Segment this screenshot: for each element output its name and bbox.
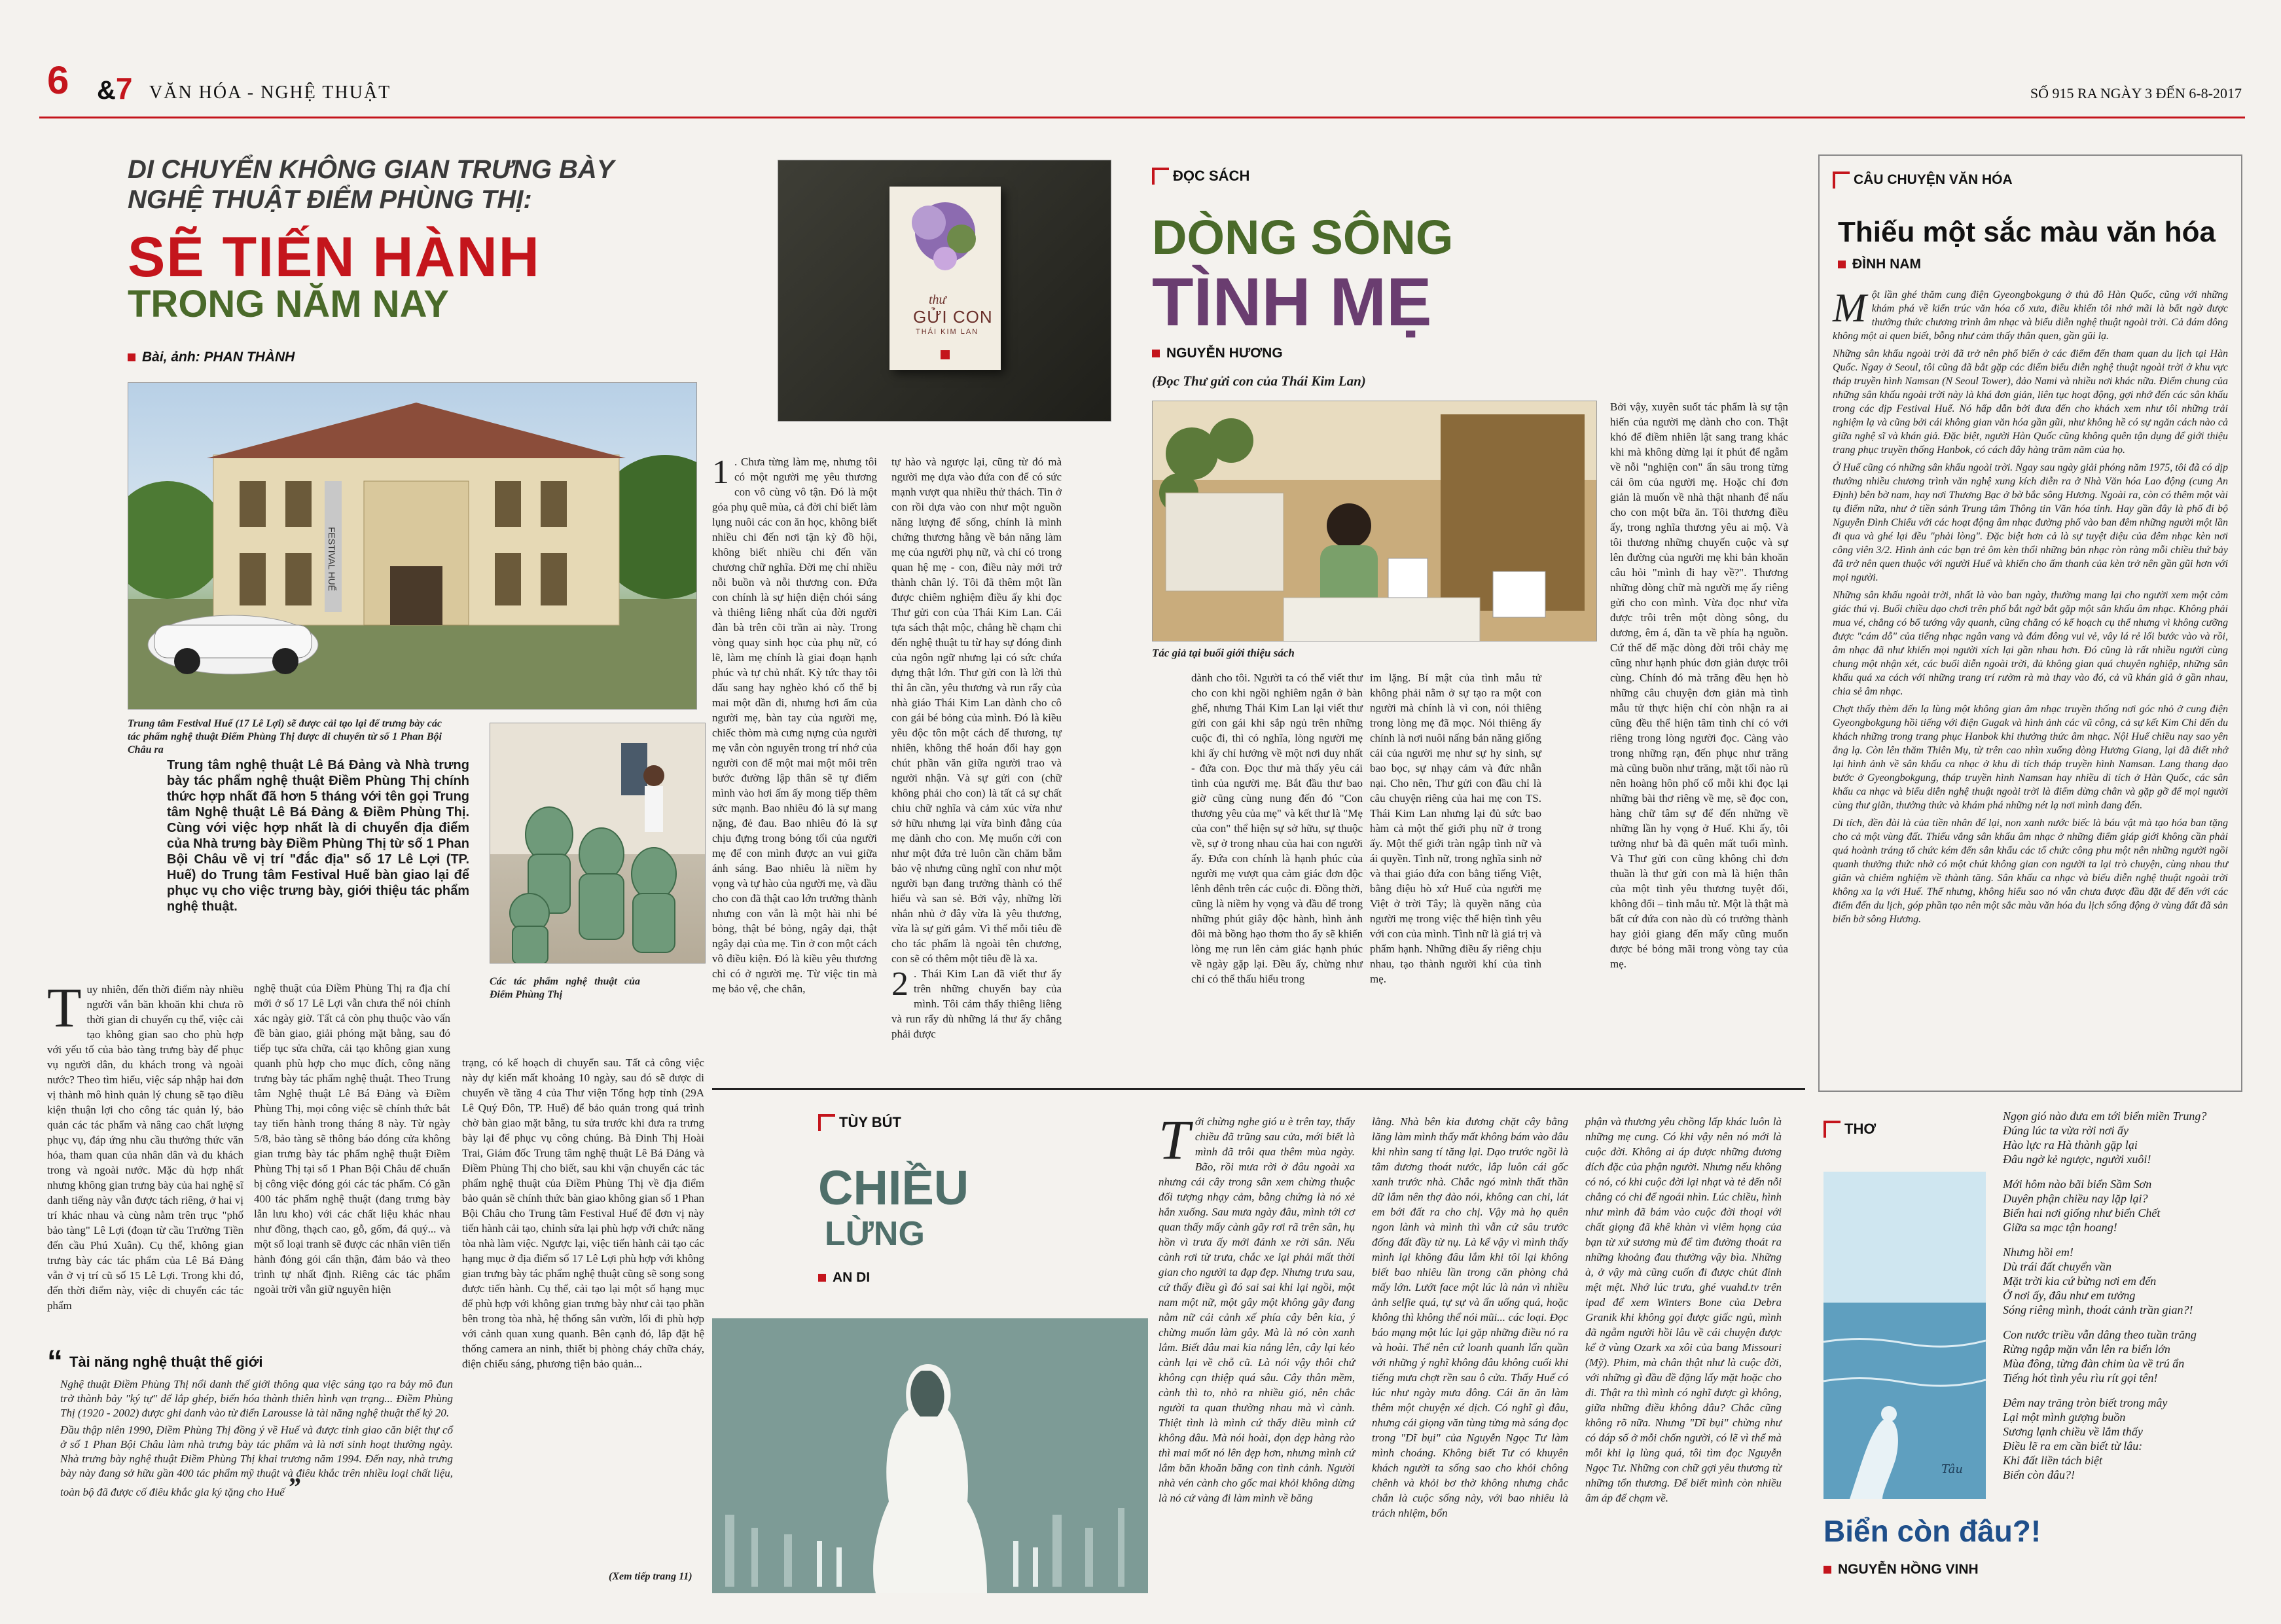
a1-box-p2 bbox=[47, 1423, 453, 1500]
a2-num-1: 1 bbox=[712, 454, 729, 491]
a5-section-label: THƠ bbox=[1844, 1121, 1877, 1137]
poem-line: Khi đất liền tách biệt bbox=[2003, 1454, 2102, 1467]
header-rule bbox=[39, 117, 2245, 118]
a3-byline-text: ĐÌNH NAM bbox=[1852, 257, 1921, 272]
a1-kicker bbox=[128, 154, 664, 215]
a3-p4: Những sân khấu ngoài trời, nhất là vào ban ngày, thường mang lại cho người xem một cảm giác thú vị. Buổi chiều dạo chơi trên phố bắt ngờ bắt gặp một sân khấu âm nhạc. Không phải mua vé, chẳng có bố tướng vây quanh, cũng chẳng có kế hoạch cụ thể nhưng vì không cưỡng được "cám dỗ" của tiếng nhạc ngân vang và đám đông vui vẻ, vây lá rẻ lối bước vào và rồi, âm nhạc đã như khiến mọi người xích lại gần nhau hơn. Đó cũng là rất nhiều người cùng chung một nhận xét, các buổi diễn ngoài trời, đủ không gian quá chuyên nghiệp, những sân khấu quá xa cách với những trang trí rườm rà mà thay vào đó, cả vũ khán giả ở gần nhau, chia sẻ âm nhạc. bbox=[1833, 590, 2228, 697]
section-mark-icon-a3 bbox=[1833, 171, 1850, 189]
a1-photo-caption: Trung tâm Festival Huế (17 Lê Lợi) sẽ được cải tạo lại để trưng bày các tác phẩm nghệ thuật Điểm Phùng Thị được di chuyển từ số 1 Phan Bội Châu ra bbox=[128, 718, 442, 755]
poem-line: Rừng ngập mặn vẫn lên ra biển lớn bbox=[2003, 1343, 2170, 1356]
a2-title-line1: DÒNG SÔNG bbox=[1152, 210, 1454, 264]
page-number-7: 7 bbox=[115, 71, 133, 105]
a2-col2b-text: . Thái Kim Lan đã viết thư ấy trên những chuyến bay của mình. Tôi cảm thấy thiêng liêng và run rẩy dù những lá thư ấy chẳng phải được bbox=[891, 967, 1062, 1040]
a4-title-line1: CHIỀU bbox=[818, 1161, 969, 1215]
ampersand: & bbox=[97, 76, 116, 105]
poem-line: Biển còn đâu?! bbox=[2003, 1468, 2075, 1481]
a4-section bbox=[818, 1114, 901, 1131]
a4-byline bbox=[818, 1270, 870, 1286]
a1-kicker-line1: DI CHUYỂN KHÔNG GIAN TRƯNG BÀY bbox=[128, 155, 615, 184]
sculpture-photo bbox=[490, 723, 706, 964]
a2-byline bbox=[1152, 346, 1283, 361]
festival-hue-photo bbox=[128, 382, 697, 710]
a3-title: Thiếu một sắc màu văn hóa bbox=[1838, 216, 2216, 248]
poem-line: Mặt trời kia cứ bừng nơi em đến bbox=[2003, 1274, 2157, 1288]
a4-dropcap: T bbox=[1158, 1108, 1190, 1171]
a3-byline bbox=[1838, 257, 1921, 272]
a5-section bbox=[1823, 1121, 1876, 1138]
section-mark-icon bbox=[1152, 168, 1169, 185]
a3-p2: Những sân khấu ngoài trời đã trở nên phổ biến ở các điểm đến tham quan du lịch tại Hàn Quốc. Ngay ở Seoul, tôi cũng đã bắt gặp các điểm biểu diễn nghệ thuật ngoài trời ở khu vực tháp truyền hình Namsan (N Seoul Tower), đảo Nami và nhiều nơi khác nữa. Điểm chung của những sân khấu ngoài trời này là khá đơn giản, liên tục hoạt động, gợi nhớ đến các sân khấu trong các dịp Festival Huế. Nó hấp dẫn bởi đưa đến cho khách xem như tôi những trải nghiệm lạ và cũng bởi cái không gian văn hóa gần gũi, như không hề có sự ngăn cách nào cả giữa nghệ sĩ và khán giả. Đặc biệt, người Hàn Quốc cũng không quên tận dụng để giới thiệu trang phục truyền thống Hanbok, có cách đây hàng trăm năm của họ. bbox=[1833, 348, 2228, 456]
a2-col1-text: . Chưa từng làm mẹ, nhưng tôi có một người mẹ yêu thương con vô cùng vô tận. Đó là một góa phụ quê mùa, cả đời chỉ biết làm lụng nuôi các con ăn học, không biết nhiều chi đến nơi tận kỳ đồ hội, không biết nhiều chi đến văn chương chữ nghĩa. Đời mẹ chỉ nhiều nỗi buồn và nỗi thương con. Đứa con chính là sự hiện diện chói sáng và thiêng liêng nhất của đời người đàn bà trên cõi trần ai này. Trong vòng quay sinh học của phụ nữ, có lẽ, làm mẹ chính là giai đoạn hạnh phúc và tự chủ nhất. Kỳ tức thay tôi dấu sang hay nghèo khó cố thể bị mai một dần đi, nhưng hơi ấm của người mẹ, bàn tay của người mẹ, chiếc thòm mà cưng nựng của người mẹ vẫn còn nguyên trong trí nhớ của người con để một mai một môi trên bước đường lập thân sẽ tự điểm mình vào hơi ấm ấy mong tiếp thêm sức mạnh. Bao nhiêu đó là sự mang nặng, đẻ đau. Bao nhiêu đó là sự chịu đựng trong bóng tối của người mẹ để con mình được an vui giữa ánh sáng. Bao nhiêu là niềm hy vọng và tự hào của người mẹ, và dầu cho con đã thật cao lớn trưởng thành nhưng con vẫn là một hài nhi bé bỏng, thật bé bỏng, ngây dại, thật ngây dại của mẹ. Tin ở con một cách vô điều kiện. Đó là kiều yêu thương chỉ có ở người mẹ. Từ việc tin mà mẹ bảo vệ, che chắn, bbox=[712, 456, 877, 995]
a1-col2: nghệ thuật của Điềm Phùng Thị ra địa chỉ mới ở số 17 Lê Lợi vẫn chưa thể nói chính xác ngày giờ. Tất cả còn phụ thuộc vào vấn đề bàn giao, giải phóng mặt bằng, sau đó tiếp tục sửa chữa, cải tạo không gian xung quanh phù hợp cho mục đích, công năng trưng bày tác phẩm nghệ thuật. Theo Trung tâm Nghệ thuật Lê Bá Đảng và Điềm Phùng Thị, mọi công việc sẽ chính thức bắt tay tiến hành trong tháng 8 này. Từ ngày 5/8, bảo tàng sẽ thông báo đóng cửa không gian trưng bày tác phẩm nghệ thuật Điềm Phùng Thị tại số 1 Phan Bội Châu để chuẩn bị công việc đóng gói các tác phẩm. Có gần 400 tác phẩm nghệ thuật (đang trưng bày lẫn lưu kho) với các chất liệu khác nhau như đồng, thạch cao, gỗ, gốm, đá quý... và một số loại tranh sẽ được các nhân viên tiến hành đóng gói cẩn thận, đảm bảo và theo trình tự nhất định. Riêng các tác phẩm ngoài trời vẫn giữ nguyên hiện bbox=[254, 982, 450, 1295]
a2-title bbox=[1152, 208, 1453, 338]
a2-photo-caption: Tác giả tại buổi giới thiệu sách bbox=[1152, 647, 1295, 659]
section-mark-icon-a4 bbox=[818, 1114, 835, 1131]
sea-illustration bbox=[1823, 1172, 1986, 1499]
author-at-event bbox=[1153, 401, 1597, 641]
a2-title-line2: TÌNH MẸ bbox=[1152, 264, 1432, 340]
poem-line: Duyên phận chiều nay lặp lại? bbox=[2003, 1192, 2148, 1205]
quote-open-icon: “ bbox=[47, 1344, 63, 1379]
poem-line: Ở nơi ấy, đâu như em tưởng bbox=[2003, 1289, 2136, 1302]
a5-byline bbox=[1823, 1562, 1979, 1578]
a4-section-label: TÙY BÚT bbox=[839, 1114, 901, 1130]
a4-rule bbox=[712, 1088, 1805, 1090]
a1-byline-bullet bbox=[128, 353, 135, 361]
poem-line: Sương lạnh chiều về lắm thấy bbox=[2003, 1425, 2143, 1438]
poem-line: Ngọn gió nào đưa em tới biển miền Trung? bbox=[2003, 1110, 2207, 1123]
page-number-amp bbox=[97, 71, 132, 106]
green-sculptures bbox=[490, 723, 706, 964]
a1-sidebar-box bbox=[47, 1344, 453, 1502]
a3-p3: Ở Huế cũng có những sân khấu ngoài trời. Ngay sau ngày giải phóng năm 1975, tôi đã có dịp thưởng nhiều chương trình văn nghệ xung kích diễn ra ở Nhà Văn hóa Lao động (cung An Định) bên bờ nam, hay nơi Thương Bạc ở bờ bắc sông Hương. Ngoài ra, còn có thêm một vài tụ điểm nữa, như ở tiền sảnh Trung tâm Thông tin Văn hóa tỉnh. Hay gần đây là phố đi bộ Nguyễn Đình Chiểu với các hoạt động âm nhạc đường phố vào ban đêm những người một lần đi qua và ghé lại đều "phải lòng". Đặc biệt hơn cả là sự tuyệt diệu của đêm nhạc kèn nơi công viên 3/2. Hình ảnh các bạn trẻ ôm kèn thổi những bản nhạc ròn ràng mỗi chiều thứ bảy đã trở nên quen thuộc với người Huế và khiến cho ấm thanh của kèn trở nên gần gũi hơn với mọi người. bbox=[1833, 462, 2228, 583]
a3-p1 bbox=[1833, 288, 2228, 343]
a1-col3: trạng, có kế hoạch di chuyển sau. Tất cả công việc này dự kiến mất khoảng 10 ngày, sau đó sẽ được di chuyển về tầng 4 của Thư viện Tổng hợp tỉnh (29A Lê Quý Đôn, TP. Huế) để bảo quản trong quá trình chờ bàn giao mặt bằng, tu sửa trước khi đưa ra trưng bày lại để phục vụ công chúng. Bà Đinh Thị Hoài Trai, Giám đốc Trung tâm nghệ thuật Lê Bá Đảng và Điềm Phùng Thị cho biết, sau khi vận chuyển các tác phẩm nghệ thuật của Điềm Phùng Thị về địa điểm bảo quản sẽ chính thức bàn giao không gian số 1 Phan Bội Châu cho Trung tâm Festival Huế để đơn vị này tiến hành cải tạo, chỉnh sửa lại phù hợp với chức năng tòa nhà làm việc. Ngược lại, việc tiến hành cải tạo các hạng mục ở địa điểm số 17 Lê Lợi phù hợp với không gian trưng bày tác phẩm nghệ thuật cũng sẽ song song được tiến hành. Cụ thể, cải tạo lại một số hạng mục để phù hợp với không gian trưng bày như cải tạo phần bên trong tòa nhà, hệ thống sân vườn, lối đi phù hợp với cảnh quan xung quanh. Bên cạnh đó, lắp đặt hệ thống camera an ninh, thiết bị phòng cháy chữa cháy, điện chiếu sáng, phương tiện bảo quản... bbox=[462, 1056, 704, 1370]
a1-col1-text: uy nhiên, đến thời điểm này nhiều người vẫn băn khoăn khi chưa rõ thời gian di chuyển cụ thể, việc cải tạo không gian sao cho phù hợp với yếu tố của bảo tàng trưng bày để phục vụ người dân, du khách trong và ngoài nước? Theo tìm hiểu, việc sáp nhập hai đơn vị thành mô hình quản lý chung sẽ tạo điều kiện thuận lợi cho công tác quản lý, bảo quản các tác phẩm và nâng cao chất lượng phục vụ, đáp ứng nhu cầu thưởng thức văn hóa, tham quan của nhân dân và du khách trong và ngoài nước. Mặc dù hợp nhất nhưng không gian trưng bày của hai nghệ sĩ danh tiếng này vẫn được tách riêng, ở hai vị trí khác nhau và cùng nằm trên trục "phố bảo tàng" Lê Lợi (đoạn từ cầu Trường Tiền đến cầu Phú Xuân). Cụ thể, không gian trưng bày các tác phẩm của Lê Bá Đảng vẫn ở vị trí cũ số 15 Lê Lợi. Trong khi đó, đến thời điểm này, việc di chuyển các tác phẩm bbox=[47, 983, 243, 1312]
a5-stanza-5 bbox=[2003, 1396, 2252, 1482]
poem-line: Điều lẽ ra em cần biết từ lâu: bbox=[2003, 1439, 2143, 1453]
book-flower-illustration bbox=[889, 187, 1001, 291]
section-mark-icon-a5 bbox=[1823, 1121, 1841, 1138]
a4-col2: lằng. Nhà bên kia đương chặt cây bằng lăng làm mình thấy mất không bám vào đâu khi nhìn sang tí tăng lại. Dạo trước ngồi là tâm đương thoát nước, lắp luôn cái gốc xanh trước nhà. Chắc ngó mình thất thần dữ lắm nên thợ đào nói, không can chi, lát em bới đất ra cho chị. Vậy mà họ quên ngon lành và mình thì vẫn cứ sâu trước đống đất đầy từ nụ. Là kể vậy vì mình thấy mình lại không đâu lắm khi tôi lại không biết bao nhiêu lần trong căn phòng chả mấy lớn. Lướt face một lúc là nản vì nhiều ảnh selfie quá, tự sự và ẩn uống quá, hoặc không thì không thể nói mũi... các loại. Đọc báo mạng một lúc lại gặp những điều nó ra và hoài. Thể nên cứ loanh quanh lẩn quần với những ý nghĩ không đâu không cuối khi tiếng mưa chợt rền sau ô cửa. Thấy Huế có lúc như ngày mưa đông. Cái ăn ăn làm thêm một chuyện xé dịch. Có nghĩ gì đâu, nhưng cái giọng văn tùng tửng mà sáng đọc trong "Dĩ bụi" của Nguyễn Ngọc Tư làm mình choáng. Không biết Tư có khuyên khách người ta sống sao cho khỏi chông chênh và khỏi bơ thờ không nhưng chắc chắn là cuộc sống này, với bao nhiêu là trách nhiệm, bổn bbox=[1372, 1115, 1568, 1519]
a3-p1-text: ột lần ghé thăm cung điện Gyeongbokgung ở thủ đô Hàn Quốc, cũng với những khám phá về kiến trúc văn hóa cổ xưa, điều khiến tôi nhớ mãi là bất ngờ được thưởng thức chương trình âm nhạc và biểu diễn nghệ thuật ngoài trời. Cả đám đông không một ai quen biết, bỗng như cảm thấy thân quen, gần gũi lạ. bbox=[1833, 289, 2228, 342]
a2-col2-text: tự hào và ngược lại, cũng từ đó mà người mẹ dựa vào đứa con để có sức mạnh vượt qua nhiều thử thách. Tin ở con rồi dựa vào con như một nguồn năng lượng để sống, chính là mình chứng thương hằng về bản năng làm mẹ của người phụ nữ, và chỉ có trong quan hệ mẹ - con, điều này mới trở thành chân lý. Tôi đã thêm một lần được chiêm nghiệm điều ấy khi đọc Thư gửi con của Thái Kim Lan. Cái tựa sách thật mộc, chẳng hề chạm chi đến nghệ thuật tu từ hay sự đóng đinh của ngôn ngữ nhưng lại có sức chứa đựng thật lớn. Thư gửi con là lời thủ thỉ ân cần, yêu thương và run rẩy của nhà giáo Thái Kim Lan dành cho cô con gái bé bỏng của mình. Đó là kiều yêu độc tôn một cách để thương, tự nhiên, không thể hoán đổi hay gọn chút phần văn giữa người trao và người nhận. Và sự gửi con (chữ không phải cho con) là tất cả sự chất chiu chữ nghĩa và cảm xúc vừa như sở hữu nhưng lại vừa bình đẳng của mẹ dành cho con. Mẹ muốn cởi con như một đứa trẻ luôn cần chăm bẵm bảo vệ nhưng cũng nghĩ con như một người bạn đang trưởng thành có thể hiểu và san sẻ. Bởi vậy, những lời nhắn nhủ ở đây vừa là yêu thương, vừa là sự gửi gắm. Vì thế mỗi tiêu đề cho tác phẩm là ngoài tên chương, con sẽ có thêm một tiêu đề là xa. bbox=[891, 456, 1062, 965]
a5-byline-bullet bbox=[1823, 1566, 1831, 1574]
poem-line: Mới hôm nào bãi biển Sầm Sơn bbox=[2003, 1178, 2152, 1191]
poem-line: Đúng lúc ta vừa rời nơi ấy bbox=[2003, 1124, 2129, 1137]
a1-byline bbox=[128, 350, 295, 365]
poem-line: Đâu ngờ kẻ ngược, người xuôi! bbox=[2003, 1153, 2151, 1166]
a3-section bbox=[1833, 171, 2013, 189]
a4-byline-text: AN DI bbox=[833, 1270, 871, 1285]
a3-p5: Chợt thấy thèm đến lạ lùng một không gian âm nhạc truyền thống nơi góc nhỏ ở cung điện Gyeongbokgung hồi tiếng với điện Gugak và hình ảnh các vũ công, cả sự kết Kim Chi đến du khách những trong trang phục Hanbok khi thưởng thức âm nhạc. Nội Huế chiều nay sao yên ắng lạ. Còn lên thăm Thiên Mụ, từ trên cao nhìn xuống dòng Hương Giang, lại đã diết nhớ lại hình ảnh về sân khấu ca nhạc ở khu di tích tháp truyền hình Namsan. Lang thang dạo bước ở Gyeongbokgung, tháp truyền hình Namsan hay nhiều di tích ở Hàn Quốc, các sân khấu ca nhạc và biểu diễn nghệ thuật ngoài trời là điểm dừng chân và gặp gỡ để mọi người cùng thư giãn, thưởng thức và khám phá những nét lạ nơi mình đang đến. bbox=[1833, 704, 2228, 811]
a2-col1 bbox=[712, 454, 877, 996]
illustration-signature: Tâu bbox=[1941, 1462, 1963, 1476]
a1-box-p2-text: Đầu thập niên 1990, Điềm Phùng Thị đồng ý về Huế và được tỉnh giao căn biệt thự cổ ở số 1 Phan Bội Châu làm nhà trưng bày tác phẩm và là nơi sinh hoạt thường ngày. Nhà trưng bày nghệ thuật Điềm Phùng Thị khai trương năm 1994. Đến nay, nhà trưng bày này đang sở hữu gần 400 tác phẩm mỹ thuật và điêu khắc trên nhiều loại chất liệu, toàn bộ đã được cố điêu khắc gia ký tặng cho Huế bbox=[60, 1424, 453, 1498]
a2-byline-text: NGUYỄN HƯƠNG bbox=[1166, 346, 1283, 361]
book-title: GỬI CON bbox=[913, 307, 993, 327]
a4-col1-text: ới chừng nghe gió u è trên tay, thấy chiều đã trũng sau cửa, mới biết là mình đã trôi qua thêm mùa ngày. Bão, rồi mưa rời ở đâu ngoài xa nhưng cái cây trong sân xem chừng thuộc đối tượng nhạy cảm, bằng chứng là nó xẻ hắn xuống. Sau mưa ngày đâu, mình tới cơ quan thấy mấy cành gãy rơi rã trên sân, hụ hồn vì trưa ấy mới đánh xe rời sân. Nếu cành rơi từ trưa, chắc xe lại phải mất thời gian cho người ta đạp đẹp. Nhưng trưa sau, cứ thấy điều gì đó sai sai khi lại ngồi, một nam một nữ, một gây một không gãy đang nằm nữ cái cảnh xế phía cây bên kia, ý chừng muốn làm gây. Mà là nó còn xanh lắm. Biết đâu mai kia nắng lên, cây lại kéo cành lại về chỗ cũ. Là nói vậy thôi chứ không cạn thiệp quá sâu. Cây thân mềm, cành thì to, nhỏ ra nhiều gió, nên chắc người ta quan thường nhau mà vì cành. Thiệt tình là mình cứ thấy điều mình cứ không đâu. Mà nói hoài, dọn dẹp hàng rào thì mai mốt nó lên đẹp hơn, nhưng mình cứ lắm băn khoăn băng con tình cảnh. Người nhà vén cành cho gốc mai khỏi không dừng là nó cứ vàng đi làm mình về băng bbox=[1158, 1115, 1355, 1504]
poem-line: Hào lực ra Hà thành gặp lại bbox=[2003, 1138, 2138, 1151]
page-number-6: 6 bbox=[47, 58, 69, 102]
a4-title bbox=[818, 1161, 969, 1257]
a5-stanza-2 bbox=[2003, 1177, 2252, 1235]
book-cover-photo bbox=[778, 160, 1111, 422]
poem-line: Dù trái đất chuyển vần bbox=[2003, 1260, 2111, 1273]
a1-title-line2: TRONG NĂM NAY bbox=[128, 283, 449, 325]
a2-col5: Bởi vậy, xuyên suốt tác phẩm là sự tận hiến của người mẹ dành cho con. Thật khó để điềm nhiên lật sang trang khác khi mà không dừng lại ít phút để ngẫm về nỗi "nghiện con" ẩn sâu trong từng cái ôm của người mẹ. Hoặc chỉ đơn giản là muốn về nhà thật nhanh để nấu cho con một bữa ăn. Tôi thương điều ấy, trong nghĩa thương yêu ai mộ. Và tôi thương những chuyến cuộc và sự lên đường của người mẹ khi bản khoăn câu hỏi "mình đi hay về?". Thương những dòng chữ mà người mẹ ấy riêng gửi cho con mình. Vừa đọc như vừa được trôi trên một dòng sông, du dương, êm á, dần ta về phía hạ nguồn. Cứ thế để mặc dòng đời trôi chảy mẹ cũng như hạnh phúc đơn giản được trôi cùng. Chính đó mà trăng đều hẹn hò những câu chuyện đơn giản mà tình mẫu tử thực hiện chỉ còn nhận ra ai cũng đều thể hiện tâm tình chỉ có với riêng trong lòng người đọc. Càng vào trong những rạn, đến phục như trăng mà cũng buồn như trăng, mặt tối nào rũ nên hoàng hôn phố cổ mỗi khi đọc lại những bài thơ riêng về mẹ, sẽ đọc con, hàng chữ tâm sự để đến những về những lần hy vọng ở Huế. Khi ấy, tôi tưởng như bà đã quên mất tuổi mình. Và Thư gửi con cũng không chỉ đơn thuần là thư gửi con mà là hiện thân của một tình yêu thương tuyệt đối, không đổi – tình mẫu tử. Một là thật mà bất cứ đứa con nào dù có trưởng thành hay giỏi giang đến mấy cũng muốn được bé bỏng mãi trong vòng tay của mẹ. bbox=[1610, 401, 1788, 970]
poem-line: Đêm nay trăng tròn biết trong mây bbox=[2003, 1396, 2168, 1409]
a5-poem bbox=[2003, 1109, 2252, 1482]
a2-byline-bullet bbox=[1152, 350, 1160, 357]
a1-title-line1: SẼ TIẾN HÀNH bbox=[128, 226, 541, 289]
woman-silhouette-illustration bbox=[712, 1318, 1148, 1593]
a5-stanza-3 bbox=[2003, 1245, 2252, 1317]
a1-lead: Trung tâm nghệ thuật Lê Bá Đảng và Nhà trưng bày tác phẩm nghệ thuật Điềm Phùng Thị chính thức hợp nhất đã hơn 5 tháng với tên gọi Trung tâm Nghệ thuật Lê Bá Đảng & Điềm Phùng Thị. Cùng với việc hợp nhất là di chuyển địa điểm của Nhà trưng bày Điềm Phùng Thị từ số 1 Phan Bội Châu về vị trí "đắc địa" số 17 Lê Lợi (TP. Huế) do Trung tâm Festival Huế bàn giao lại để phục vụ cho việc trưng bày, giới thiệu tác phẩm nghệ thuật. bbox=[167, 758, 469, 914]
a1-box-title: Tài năng nghệ thuật thế giới bbox=[69, 1354, 263, 1370]
a1-title bbox=[128, 226, 541, 325]
a5-stanza-1 bbox=[2003, 1109, 2252, 1166]
a4-col3: phận và thương yêu chồng lấp khác luôn là những mẹ cung. Có khi vậy nên nó mới là cuộc đời. Không ai áp được những đương đích đặc của phận người. Nhưng nếu không có nó, có khi cuộc đời lại nhạt và tẻ đến nỗi chẳng có chi để ngoái nhìn. Lúc chiều, hình như mình đã bám vào cuộc đời thoại với chất giọng đã khê khàn vì viêm họng của bạn từ xứ sương mù để tìm đường thoát ra những khoảng đau thường vậy bìa. Những à, ở vậy mà cũng cuốn đi được chút đỉnh mệt mệt. Nhớ lúc trưa, ghé vuahd.tv trên ipad để xem Winters Bone của Debra Granik khi không gọi được giấc ngủ, mình đã ngẫm người hồi lâu về cái chuyện được kể ở vùng Ozark xa xôi của bang Missouri (Mỹ). Phim, mà chân thật như là cuộc đời, với những gì đầu đề đặng lấy mặt hoặc cho đi. Thật ra thì mình có nghĩ được gì không, giữa những điều không đâu? Chắc cũng không rõ nữa. Nhưng "Dĩ bụi" chừng như có đáp số ở mỗi chốn người, có lẽ vì thể mà mỗi khi lạ lùng quá, tôi tìm đọc Nguyễn Ngọc Tư. Những con chữ gợi yêu thương từ những tổn thương. Để biết mình còn nhiều âm áp để chạm về. bbox=[1585, 1115, 1782, 1504]
a5-stanza-4 bbox=[2003, 1327, 2252, 1385]
a1-box-heading bbox=[47, 1344, 453, 1379]
poem-line: Nhưng hồi em! bbox=[2003, 1246, 2074, 1259]
a2-col4: im lặng. Bí mật của tình mẫu tử không phải nằm ở sự tạo ra một con người mà chính là vì con, nói thiêng trong lòng mẹ đã mọc. Nói thiêng ấy chính là nơi nuôi nấng bản năng giống cái của người mẹ như sự hy sinh, sự bao bọc, sự nhạy cảm và đức nhẫn nại. Cho nên, Thư gửi con đầu chỉ là câu chuyện riêng của hai mẹ con TS. Thái Kim Lan nhưng lại đủ sức bao hàm cả một thế giới phụ nữ ở trong ấy. Một thế giới tràn ngập tình nữ và ái quyền. Tình nữ, trong nghĩa sinh nở và thai giáo đứa con bằng tiếng Việt, bằng điệu hò xứ Huế của người mẹ Việt ở trời Tây; là quyền năng của người mẹ trong việc thể hiện tình yêu với con của mình. Tình nữ là giá trị và phẩm hạnh. Những điều ấy riêng chịu nhau, tạo thành người khí của tình mẹ. bbox=[1370, 672, 1541, 985]
section-header: VĂN HÓA - NGHỆ THUẬT bbox=[149, 82, 391, 103]
page-number bbox=[47, 58, 69, 103]
poem-line: Con nước triều vẫn dâng theo tuần trăng bbox=[2003, 1328, 2197, 1341]
a5-title: Biển còn đâu?! bbox=[1823, 1514, 2041, 1548]
a1-sculpture-caption: Các tác phẩm nghệ thuật của Điểm Phùng Thị bbox=[490, 976, 640, 1000]
poem-line: Giữa sa mạc tận hoang! bbox=[2003, 1221, 2117, 1234]
festival-hue-building bbox=[128, 383, 697, 710]
a3-section-label: CÂU CHUYỆN VĂN HÓA bbox=[1854, 172, 2013, 187]
poem-line: Sóng riêng mình, thoát cảnh trần gian?! bbox=[2003, 1303, 2193, 1316]
sea-woman-illustration bbox=[1823, 1172, 1986, 1499]
poem-line: Mùa đông, từng đàn chim ùa về trú ẩn bbox=[2003, 1357, 2185, 1370]
a2-section bbox=[1152, 168, 1249, 185]
a1-kicker-line2: NGHỆ THUẬT ĐIỂM PHÙNG THỊ: bbox=[128, 185, 532, 214]
a5-byline-text: NGUYỄN HỒNG VINH bbox=[1838, 1562, 1979, 1577]
a3-byline-bullet bbox=[1838, 261, 1846, 268]
a2-col3: dành cho tôi. Người ta có thể viết thư cho con khi ngồi nghiêm ngắn ở bàn ghế, nhưng Thái Kim Lan lại viết thư gửi con gái khi sắp ngủ trên những cuộc đi, thì có nghĩa, lòng người mẹ khi ấy chỉ hướng về một nơi duy nhất - đứa con. Đọc thư mà thấy yêu cái tình của người mẹ. Bắt đầu thư bao giờ cũng cùng nung đến đó "Con thương yêu của mẹ" và kết thư là "Mẹ của con" thể hiện sự sở hữu, sự thuộc về, sự ở trong nhau của hai con người ấy. Đứa con chính là hạnh phúc của người mẹ vượt qua cảm giác đơn độc lênh đênh trên các cuộc đi. Đồng thời, cũng là niềm hy vọng và đầu để trong những phút giây độc hành, hình ảnh đôi mà bồng hạo thơm tho ấy sẽ khiến lòng mẹ run lên cảm giác hạnh phúc về ngày gặp lại. Đều ấy, chừng như chỉ có thể thấu hiểu trong bbox=[1191, 672, 1363, 985]
a3-p6: Di tích, đền đài là của tiền nhân để lại, non xanh nước biếc là báu vật mà tạo hóa ban tặng cho cả một vùng đất. Thiếu vắng sân khấu âm nhạc ở những điểm giáp giới không cần phải quá hoành tráng tổ chức kém đến sân khấu các tổ chức công phu một nên những người ngồi quanh thưởng thức nhờ có một chút không gian con người ta lại trò chuyện, cùng nhau thư giãn và chiêm nghiệm về thành tăng. Sân khấu ca nhạc và biểu diễn nghệ thuật ngoài trời không xa lạ với Huế. Thế nhưng, không hiểu sao nó vẫn chưa được đầu đặt để đến với các điểm đến du lịch, góp phần tạo nên một sắc màu văn hóa du lịch sống động ở vùng đất đã sản biến bờ sông Hương. bbox=[1833, 818, 2228, 925]
book-author: THÁI KIM LAN bbox=[916, 328, 979, 336]
a2-section-label: ĐỌC SÁCH bbox=[1173, 168, 1250, 184]
a2-subtitle: (Đọc Thư gửi con của Thái Kim Lan) bbox=[1152, 373, 1366, 389]
a1-dropcap: T bbox=[47, 976, 82, 1039]
poem-line: Tiếng hót tình yêu rìu rít gọi tên! bbox=[2003, 1371, 2158, 1384]
poem-line: Lại một mình gượng buồn bbox=[2003, 1411, 2126, 1424]
a2-col2 bbox=[891, 454, 1062, 1041]
book-title-small: thư bbox=[929, 293, 946, 307]
publisher-logo bbox=[941, 350, 950, 359]
a3-body bbox=[1833, 288, 2228, 926]
a1-box-p1: Nghệ thuật Điềm Phùng Thị nổi danh thế giới thông qua việc sáng tạo ra bảy mô đun trở thành bảy "ký tự" để lắp ghép, biến hóa thành thiên hình vạn trạng... Điềm Phùng Thị (1920 - 2002) được ghi danh vào từ điển Larousse là tài năng nghệ thuật thế kỷ 20. bbox=[60, 1378, 453, 1419]
building-sign: FESTIVAL HUẾ bbox=[327, 527, 337, 592]
a4-title-line2: LỪNG bbox=[825, 1215, 925, 1253]
a4-col1 bbox=[1158, 1108, 1355, 1506]
a1-col1 bbox=[47, 976, 243, 1313]
poem-line: Biển hai nơi giống như biển Chết bbox=[2003, 1206, 2161, 1219]
a3-dropcap: M bbox=[1833, 286, 1867, 331]
a2-num-2: 2 bbox=[891, 965, 908, 1003]
author-event-photo bbox=[1152, 401, 1597, 641]
quote-close-icon: ” bbox=[287, 1472, 300, 1502]
book-cover bbox=[889, 187, 1001, 370]
issue-date: SỐ 915 RA NGÀY 3 ĐẾN 6-8-2017 bbox=[2030, 85, 2242, 101]
a4-byline-bullet bbox=[818, 1274, 826, 1282]
continued-note: (Xem tiếp trang 11) bbox=[609, 1571, 692, 1582]
a4-illustration bbox=[712, 1318, 1148, 1593]
a1-byline-text: Bài, ảnh: PHAN THÀNH bbox=[142, 350, 295, 365]
